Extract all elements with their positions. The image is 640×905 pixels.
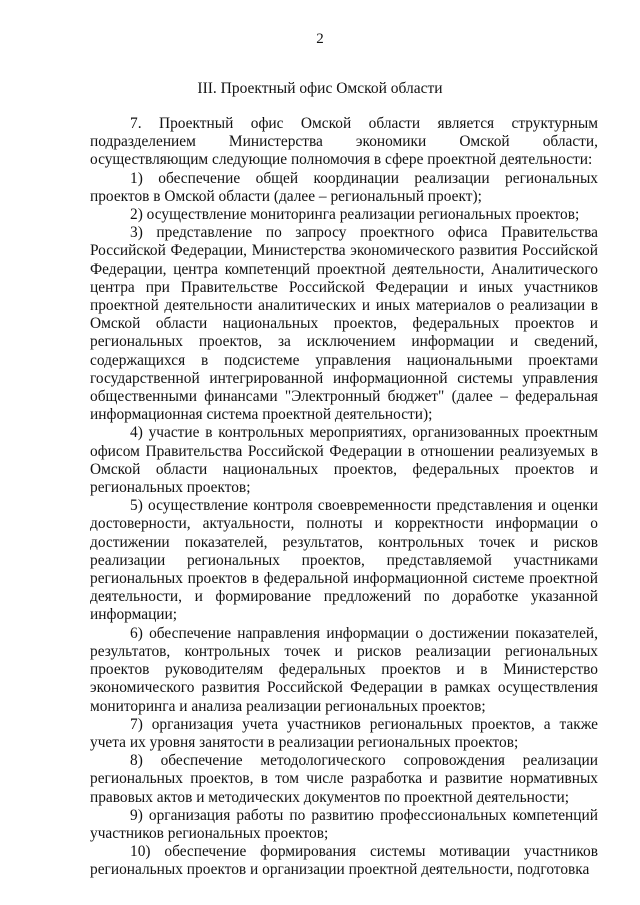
list-item-5: 5) осуществление контроля своевременности представления и оценки достоверности, актуальности, полноты и корректности информации о достижении показателей, результатов, контрольных точек и рисков реализации региональных проектов, представляемой участниками региональных проектов в федеральной информационной системе проектной деятельности, и формирование предложений по доработке указанной информации; — [90, 497, 598, 624]
list-item-8: 8) обеспечение методологического сопровождения реализации региональных проектов, в том числе разработка и развитие нормативных правовых актов и методических документов по проектной деятельности; — [90, 752, 598, 806]
list-item-6: 6) обеспечение направления информации о достижении показателей, результатов, контрольных точек и рисков реализации региональных проектов руководителям федеральных проектов и в Министерство экономического развития Российской Федерации в рамках осуществления мониторинга и анализа реализации региональных проектов; — [90, 624, 598, 715]
list-item-10: 10) обеспечение формирования системы мотивации участников региональных проектов и организации проектной деятельности, подготовка — [90, 843, 598, 879]
list-item-4: 4) участие в контрольных мероприятиях, организованных проектным офисом Правительства Российской Федерации в отношении реализуемых в Омской области национальных проектов, федеральных проектов и региональных проектов; — [90, 424, 598, 497]
document-body — [90, 115, 598, 880]
list-item-9: 9) организация работы по развитию профессиональных компетенций участников региональных проектов; — [90, 806, 598, 842]
paragraph-7: 7. Проектный офис Омской области является структурным подразделением Министерства экономики Омской области, осуществляющим следующие полномочия в сфере проектной деятельности: — [90, 115, 598, 169]
list-item-3: 3) представление по запросу проектного офиса Правительства Российской Федерации, Министерства экономического развития Российской Федерации, центра компетенций проектной деятельности, Аналитического центра при Правительстве Российской Федерации и иных участников проектной деятельности аналитических и иных материалов о реализации в Омской области национальных проектов, федеральных проектов и региональных проектов, за исключением информации и сведений, содержащихся в подсистеме управления национальными проектами государственной интегрированной информационной системы управления общественными финансами "Электронный бюджет" (далее – федеральная информационная система проектной деятельности); — [90, 224, 598, 424]
list-item-1: 1) обеспечение общей координации реализации региональных проектов в Омской области (далее – региональный проект); — [90, 169, 598, 205]
list-item-7: 7) организация учета участников региональных проектов, а также учета их уровня занятости в реализации региональных проектов; — [90, 715, 598, 751]
page-number: 2 — [316, 31, 324, 47]
list-item-2: 2) осуществление мониторинга реализации региональных проектов; — [130, 206, 580, 224]
section-title: III. Проектный офис Омской области — [197, 80, 443, 97]
